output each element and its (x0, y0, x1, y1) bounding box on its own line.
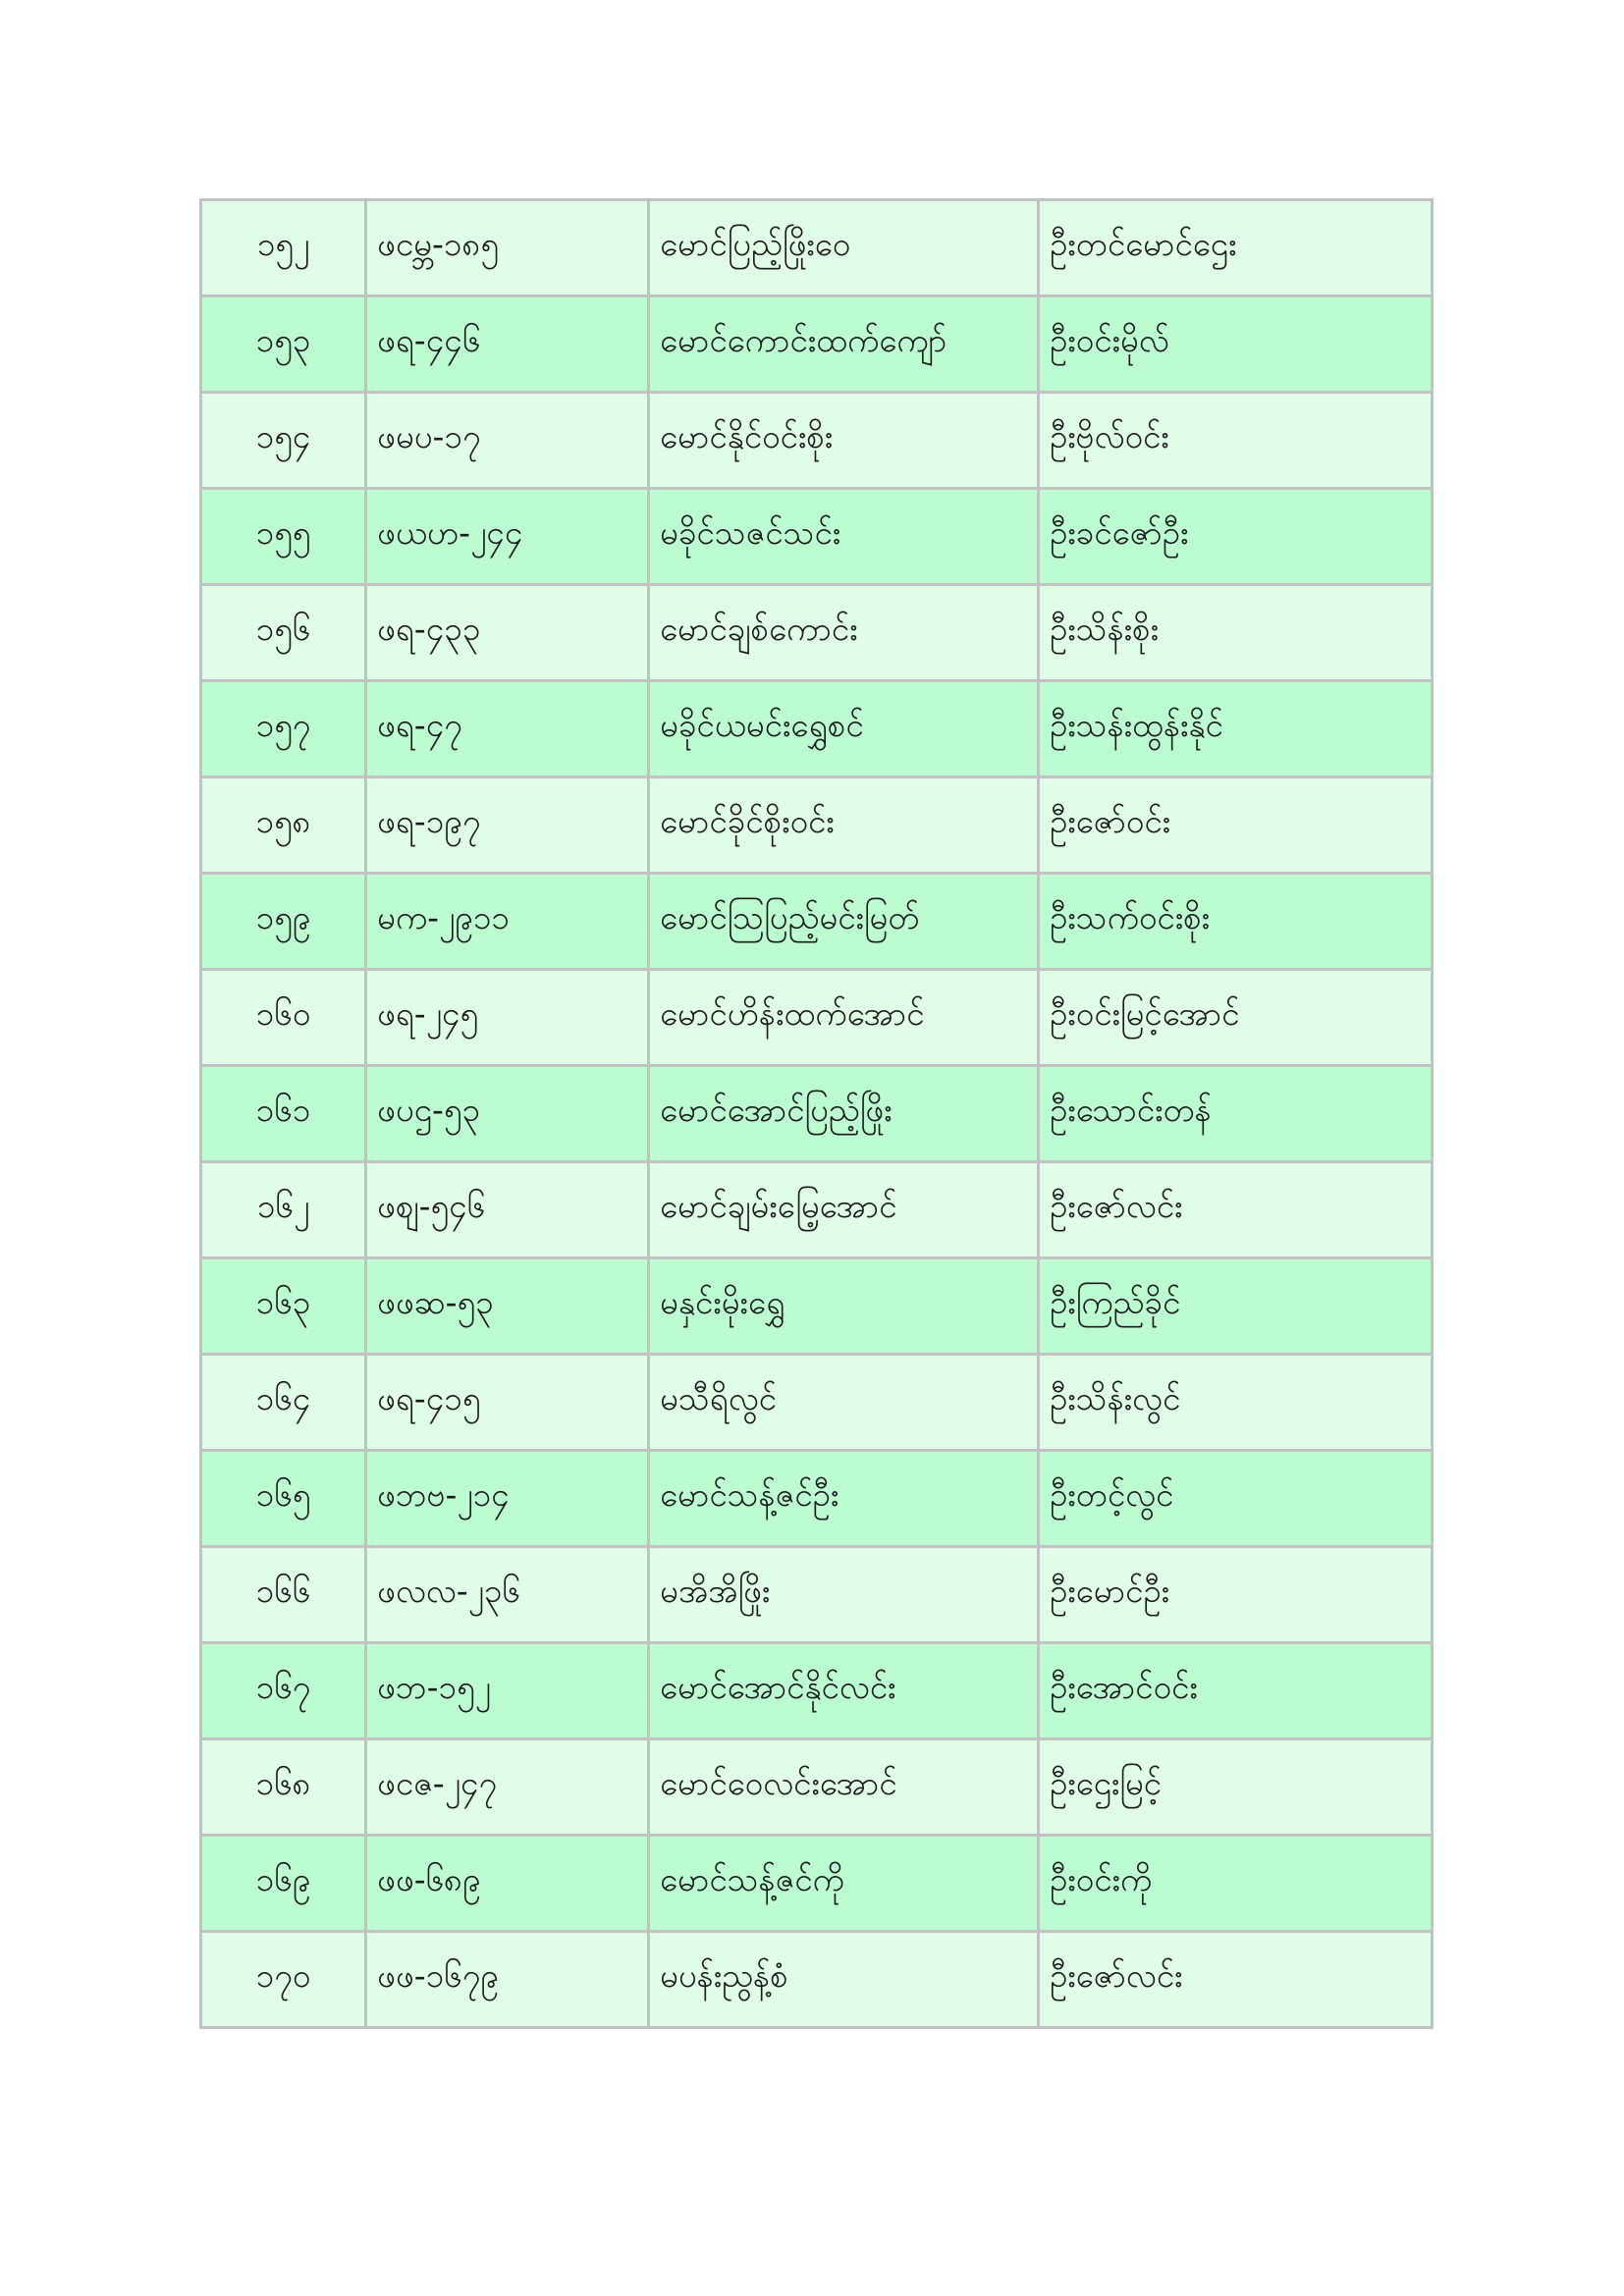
student-name-cell: မသီရိလွင် (649, 1355, 1039, 1451)
student-name-cell: မခိုင်သဇင်သင်း (649, 489, 1039, 585)
row-number-cell: ၁၆၈ (201, 1739, 366, 1836)
student-name-cell: မောင်အောင်နိုင်လင်း (649, 1643, 1039, 1739)
table-row (201, 1066, 1433, 1162)
row-number-cell: ၁၅၄ (201, 393, 366, 489)
student-name-cell: မောင်ချမ်းမြေ့အောင် (649, 1162, 1039, 1258)
parent-name-cell: ဦးမောင်ဦး (1039, 1547, 1433, 1643)
table-row (201, 970, 1433, 1066)
parent-name-cell: ဦးသောင်းတန် (1039, 1066, 1433, 1162)
registration-id-cell: ဖစျ-၅၄၆ (366, 1162, 649, 1258)
parent-name-cell: ဦးသက်ဝင်းစိုး (1039, 874, 1433, 970)
student-name-cell: မောင်ဟိန်းထက်အောင် (649, 970, 1039, 1066)
row-number-cell: ၁၅၉ (201, 874, 366, 970)
registration-id-cell: ဖပဌ-၅၃ (366, 1066, 649, 1162)
registration-id-cell: ဖရ-၄၄၆ (366, 296, 649, 393)
parent-name-cell: ဦးကြည်ခိုင် (1039, 1258, 1433, 1355)
student-name-cell: မောင်ပြည့်ဖြိုးဝေ (649, 200, 1039, 296)
parent-name-cell: ဦးသိန်းစိုး (1039, 585, 1433, 681)
registration-id-cell: ဖငမ္ဘ-၁၈၅ (366, 200, 649, 296)
student-table (199, 198, 1434, 2029)
student-name-cell: မပန်းညွန့်စံ (649, 1932, 1039, 2028)
table-row (201, 1836, 1433, 1932)
student-name-cell: မောင်အောင်ပြည့်ဖြိုး (649, 1066, 1039, 1162)
table-row (201, 1162, 1433, 1258)
parent-name-cell: ဦးဇော်ဝင်း (1039, 777, 1433, 874)
table-row (201, 1932, 1433, 2028)
parent-name-cell: ဦးအောင်ဝင်း (1039, 1643, 1433, 1739)
student-name-cell: မအိအိဖြိုး (649, 1547, 1039, 1643)
parent-name-cell: ဦးဝင်းမြင့်အောင် (1039, 970, 1433, 1066)
row-number-cell: ၁၆၂ (201, 1162, 366, 1258)
registration-id-cell: ဖဖဆ-၅၃ (366, 1258, 649, 1355)
student-name-cell: မောင်ဝေလင်းအောင် (649, 1739, 1039, 1836)
student-name-cell: မောင်သြပြည့်မင်းမြတ် (649, 874, 1039, 970)
parent-name-cell: ဦးဇော်လင်း (1039, 1932, 1433, 2028)
registration-id-cell: ဖဖ-၆၈၉ (366, 1836, 649, 1932)
student-name-cell: မောင်သန့်ဇင်ဦး (649, 1451, 1039, 1547)
row-number-cell: ၁၅၈ (201, 777, 366, 874)
row-number-cell: ၁၅၂ (201, 200, 366, 296)
parent-name-cell: ဦးခင်ဇော်ဦး (1039, 489, 1433, 585)
table-row (201, 874, 1433, 970)
registration-id-cell: ဖမပ-၁၇ (366, 393, 649, 489)
parent-name-cell: ဦးဗိုလ်ဝင်း (1039, 393, 1433, 489)
registration-id-cell: ဖဖ-၁၆၇၉ (366, 1932, 649, 2028)
table-row (201, 777, 1433, 874)
parent-name-cell: ဦးဌေးမြင့် (1039, 1739, 1433, 1836)
table-row (201, 393, 1433, 489)
registration-id-cell: ဖရ-၄၇ (366, 681, 649, 777)
row-number-cell: ၁၆၁ (201, 1066, 366, 1162)
table-row (201, 489, 1433, 585)
table-row (201, 1643, 1433, 1739)
row-number-cell: ၁၆၉ (201, 1836, 366, 1932)
row-number-cell: ၁၆၃ (201, 1258, 366, 1355)
parent-name-cell: ဦးဇော်လင်း (1039, 1162, 1433, 1258)
student-name-cell: မောင်သန့်ဇင်ကို (649, 1836, 1039, 1932)
student-name-cell: မောင်ကောင်းထက်ကျော် (649, 296, 1039, 393)
row-number-cell: ၁၇၀ (201, 1932, 366, 2028)
registration-id-cell: ဖရ-၄၁၅ (366, 1355, 649, 1451)
table-row (201, 1258, 1433, 1355)
row-number-cell: ၁၅၇ (201, 681, 366, 777)
student-name-cell: မောင်နိုင်ဝင်းစိုး (649, 393, 1039, 489)
table-row (201, 1451, 1433, 1547)
table-row (201, 296, 1433, 393)
registration-id-cell: ဖဘဗ-၂၁၄ (366, 1451, 649, 1547)
registration-id-cell: ဖဘ-၁၅၂ (366, 1643, 649, 1739)
parent-name-cell: ဦးဝင်းကို (1039, 1836, 1433, 1932)
row-number-cell: ၁၆၆ (201, 1547, 366, 1643)
registration-id-cell: ဖလလ-၂၃၆ (366, 1547, 649, 1643)
student-name-cell: မနှင်းမိုးရွှေ (649, 1258, 1039, 1355)
parent-name-cell: ဦးသန်းထွန်းနိုင် (1039, 681, 1433, 777)
row-number-cell: ၁၆၇ (201, 1643, 366, 1739)
student-name-cell: မောင်ခိုင်စိုးဝင်း (649, 777, 1039, 874)
row-number-cell: ၁၆၄ (201, 1355, 366, 1451)
student-name-cell: မခိုင်ယမင်းရွှေစင် (649, 681, 1039, 777)
parent-name-cell: ဦးတင့်လွင် (1039, 1451, 1433, 1547)
table-body (201, 200, 1433, 2028)
table-row (201, 585, 1433, 681)
parent-name-cell: ဦးဝင်းမိုလ် (1039, 296, 1433, 393)
table-row (201, 1547, 1433, 1643)
registration-id-cell: ဖငဇ-၂၄၇ (366, 1739, 649, 1836)
table-row (201, 1355, 1433, 1451)
row-number-cell: ၁၅၃ (201, 296, 366, 393)
row-number-cell: ၁၆၅ (201, 1451, 366, 1547)
table-row (201, 681, 1433, 777)
row-number-cell: ၁၅၆ (201, 585, 366, 681)
parent-name-cell: ဦးသိန်းလွင် (1039, 1355, 1433, 1451)
registration-id-cell: ဖယဟ-၂၄၄ (366, 489, 649, 585)
parent-name-cell: ဦးတင်မောင်ဌေး (1039, 200, 1433, 296)
row-number-cell: ၁၅၅ (201, 489, 366, 585)
registration-id-cell: ဖရ-၂၄၅ (366, 970, 649, 1066)
row-number-cell: ၁၆၀ (201, 970, 366, 1066)
registration-id-cell: မက-၂၉၁၁ (366, 874, 649, 970)
student-name-cell: မောင်ချစ်ကောင်း (649, 585, 1039, 681)
table-row (201, 200, 1433, 296)
registration-id-cell: ဖရ-၁၉၇ (366, 777, 649, 874)
registration-id-cell: ဖရ-၄၃၃ (366, 585, 649, 681)
table-row (201, 1739, 1433, 1836)
